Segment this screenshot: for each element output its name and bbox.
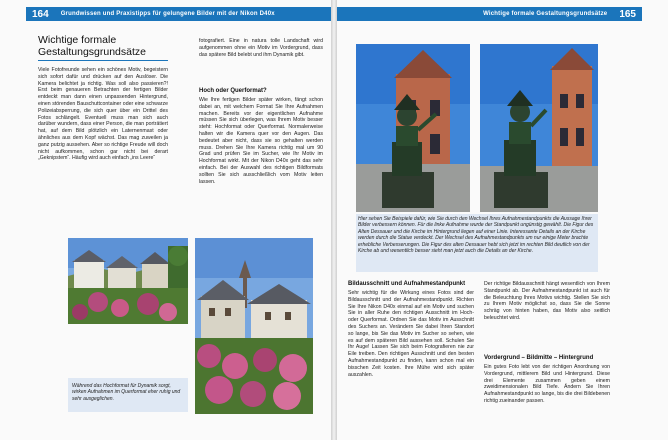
right-column-1-text: Sehr wichtig für die Wirkung eines Fotos sind der Bildausschnitt und der Aufnahmestandpunkt. Richten Sie Ihre Nikon D40x einmal auf ein Motiv und suchen Sie in aller Ruhe den richtigen Ausschnitt im Hoch- oder Querformat. Ordnen Sie das Motiv im Ausschnitt des Suchers an. Verändern Sie dabei Ihren Standort so lange, bis Sie das Motiv im Sucher so sehen, wie es auf dem späteren Bild aussehen soll. Schulen Sie Ihr Auge! Lassen Sie sich beim Fotografieren nie zur Eile treiben. Den richtigen Ausschnitt und den besten Aufnahmestandpunkt zu finden, kann schon mal ein bisschen Zeit kosten. Ihre Mühe wird sich später auszahlen. <box>348 290 474 378</box>
right-column-2-body: Ein gutes Foto lebt von der richtigen Anordnung von Vordergrund, mittlerem Bild und Hintergrund. Diese drei Elemente zusammen geben einem zweidimensionalen Bild Tiefe. Ändern Sie Ihren Aufnahmestandpunkt so lange, bis die drei Bildebenen richtig zueinander passen. <box>484 364 610 404</box>
statue-church-photo-left <box>356 44 470 212</box>
statue-church-photo-right <box>480 44 598 212</box>
subheading-bildausschnitt: Bildausschnitt und Aufnahmestandpunkt <box>348 281 466 287</box>
left-page-number: 164 <box>32 8 49 20</box>
left-column-1-text: Viele Fotofreunde sehen ein schönes Motiv, begeistern sich sofort dafür und drücken auf den Auslöser. Die Kamera belichtet ja richtig. Was soll also passieren?! Erst beim genaueren Betrachten der fertigen Bilder entdeckt man dann einen unpassenden Hintergrund, einen störenden Bauschuttcontainer oder eine schwarze Polizeiabsperrung, die sich quer über ein Drittel des Fotos schlängelt. Eventuell muss man sich auch darüber wundern, dass einer Person, die man porträtiert hat, auf dem Bild plötzlich ein Laternenmast oder ähnliches aus dem Kopf wächst. Das mag zuweilen ja ganz putzig aussehen. Aber so richtige Freude will doch nicht aufkommen, schon gar nicht bei derart „Geknipstem“. Häufig wird auch einfach „ins Leere“ <box>38 67 168 162</box>
left-caption: Während das Hochformat für Dynamik sorgt, wirken Aufnahmen im Querformat eher ruhig und sehr ausgeglichen. <box>72 383 181 402</box>
right-page-number: 165 <box>619 8 636 20</box>
right-page-header <box>337 7 642 21</box>
right-column-2-intro: Der richtige Bildausschnitt hängt wesentlich von Ihrem Standpunkt ab. Der Aufnahmestandpunkt ist auch für die Beleuchtung Ihres Motivs wichtig. Stellen Sie sich zu Ihrem Motiv möglichst so, dass Sie die Sonne schräg von hinten haben, das Motiv also seitlich beleuchtet wird. <box>484 281 610 321</box>
right-page-header-text: Wichtige formale Gestaltungsgrundsätze <box>483 11 608 17</box>
subheading-vordergrund: Vordergrund – Bildmitte – Hintergrund <box>484 355 594 361</box>
left-column-2-body: Wie Ihre fertigen Bilder später wirken, fängt schon dabei an, mit welchem Format Sie Ihre Aufnahmen machen. Bereits vor der eigentlichen Aufnahme müssen Sie sich überlegen, was Ihrem Motiv besser steht: Hochformat oder Querformat. Normalerweise halten wir die Kamera quer vor den Augen. Das bedeutet aber nicht, dass sie so gehalten werden muss. Drehen Sie Ihre Kamera richtig mal um 90 Grad und prüfen Sie im Sucher, wie Ihr Motiv im Hochformat wirkt. Mit der Nikon D40x geht das sehr einfach. Bei der Auswahl des richtigen Bildformats sollten Sie sich ausschließlich vom Motiv leiten lassen. <box>199 97 323 185</box>
left-page-header <box>26 7 331 21</box>
right-caption: Hier sehen Sie Beispiele dafür, wie Sie durch den Wechsel Ihres Aufnahmestandpunkts die Aussage Ihrer Bilder verbessern können. Für die linke Aufnahme wurde der Standpunkt ungünstig gewählt. Die Figur des Alten Dessauer und die Kirche im Hintergrund liegen auf einer Linie. Interessante Details an der Kirche werden durch die Statue verdeckt. Der Wechsel des Aufnahmestandpunkts um nur einige Meter brachte erhebliche Verbesserungen. Die Figur des alten Dessauer hebt sich jetzt im rechten Bild deutlich von der Kirche ab und wesentlich besser sieht man jetzt auch die Details an der Kirche. <box>358 216 594 255</box>
left-column-2-intro: fotografiert. Eine in natura tolle Landschaft wird aufgenommen ohne ein Motiv im Vordergrund, dass das spätere Bild belebt und ihm Dynamik gibt. <box>199 38 323 58</box>
left-page-header-text: Grundwissen und Praxistipps für gelungene Bilder mit der Nikon D40x <box>60 11 275 17</box>
section-title: Wichtige formale Gestaltungsgrundsätze <box>38 34 146 58</box>
village-landscape-photo <box>68 238 188 324</box>
village-portrait-photo <box>195 238 313 414</box>
subheading-hoch-quer: Hoch oder Querformat? <box>199 88 267 94</box>
title-rule <box>38 60 168 61</box>
